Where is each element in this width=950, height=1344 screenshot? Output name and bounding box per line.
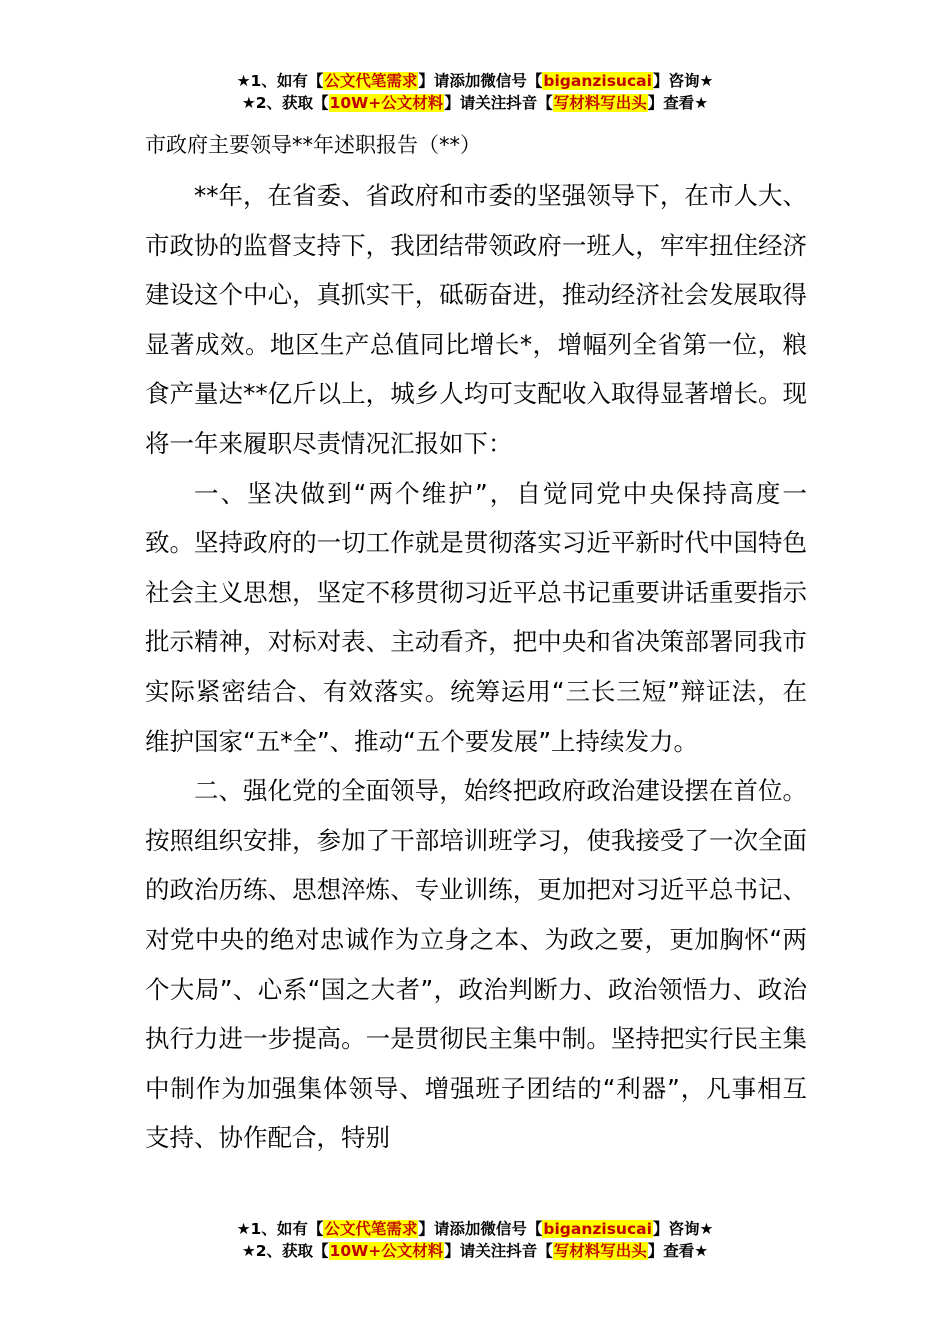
promo-line-2: ★2、获取【10W+公文材料】请关注抖音【写材料写出头】查看★ <box>241 1242 709 1260</box>
paragraph-section-2: 二、强化党的全面领导，始终把政府政治建设摆在首位。按照组织安排，参加了干部培训班学习，使我接受了一次全面的政治历练、思想淬炼、专业训练，更加把对习近平总书记、对党中央的绝对忠诚作为立身之本、为政之要，更加胸怀“两个大局”、心系“国之大者”，政治判断力、政治领悟力、政治执行力进一步提高。一是贯彻民主集中制。坚持把实行民主集中制作为加强集体领导、增强班子团结的“利器”，凡事相互支持、协作配合，特别 <box>145 776 807 1153</box>
promo-banner-top <box>0 70 950 114</box>
promo-line-1: ★1、如有【公文代笔需求】请添加微信号【biganzisucai】咨询★ <box>236 1220 714 1238</box>
promo-highlight-wechat-id: biganzisucai <box>543 1220 652 1238</box>
promo-line-2: ★2、获取【10W+公文材料】请关注抖音【写材料写出头】查看★ <box>241 94 709 112</box>
promo-line-1: ★1、如有【公文代笔需求】请添加微信号【biganzisucai】咨询★ <box>236 72 714 90</box>
document-title: 市政府主要领导**年述职报告（**） <box>145 133 481 157</box>
paragraph-section-1: 一、坚决做到“两个维护”，自觉同党中央保持高度一致。坚持政府的一切工作就是贯彻落实习近平新时代中国特色社会主义思想，坚定不移贯彻习近平总书记重要讲话重要指示批示精神，对标对表、主动看齐，把中央和省决策部署同我市实际紧密结合、有效落实。统筹运用“三长三短”辩证法，在维护国家“五*全”、推动“五个要发展”上持续发力。 <box>145 478 807 756</box>
paragraph-intro: **年，在省委、省政府和市委的坚强领导下，在市人大、市政协的监督支持下，我团结带领政府一班人，牢牢扭住经济建设这个中心，真抓实干，砥砺奋进，推动经济社会发展取得显著成效。地区生产总值同比增长*，增幅列全省第一位，粮食产量达**亿斤以上，城乡人均可支配收入取得显著增长。现将一年来履职尽责情况汇报如下： <box>145 181 807 458</box>
promo-highlight-douyin: 写材料写出头 <box>553 94 647 112</box>
promo-highlight-materials: 10W+公文材料 <box>329 94 444 112</box>
promo-highlight-materials: 10W+公文材料 <box>329 1242 444 1260</box>
promo-highlight-wechat-id: biganzisucai <box>543 72 652 90</box>
document-body <box>145 171 807 1163</box>
promo-highlight-service: 公文代笔需求 <box>324 72 418 90</box>
promo-banner-bottom <box>0 1218 950 1262</box>
promo-highlight-service: 公文代笔需求 <box>324 1220 418 1238</box>
promo-highlight-douyin: 写材料写出头 <box>553 1242 647 1260</box>
